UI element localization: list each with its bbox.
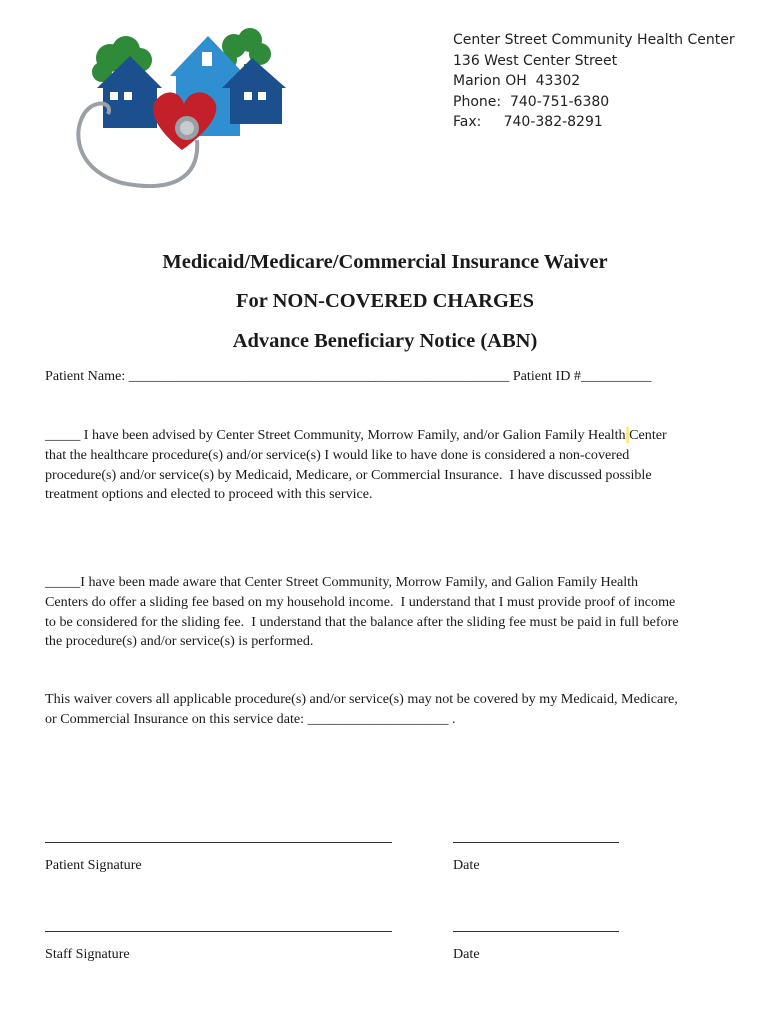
clinic-address-block xyxy=(453,30,735,133)
sliding-fee-line: the procedure(s) and/or service(s) is performed. xyxy=(45,633,314,650)
clinic-street: 136 West Center Street xyxy=(453,52,618,69)
center-street-community-health-center-logo xyxy=(62,28,302,193)
sliding-fee-line: to be considered for the sliding fee. I understand that the balance after the sliding fee must be paid in full before xyxy=(45,613,679,630)
clinic-fax: Fax: 740-382-8291 xyxy=(453,114,603,131)
advised-statement-line: procedure(s) and/or service(s) by Medicaid, Medicare, or Commercial Insurance. I have discussed possible xyxy=(45,466,652,483)
waiver-coverage-line: or Commercial Insurance on this service date: ____________________ . xyxy=(45,710,456,727)
advised-statement xyxy=(45,426,735,505)
waiver-coverage-statement xyxy=(45,690,735,730)
patient-id-field[interactable]: __________ xyxy=(580,368,652,384)
patient-signature-line[interactable] xyxy=(45,842,392,843)
sliding-fee-line: Centers do offer a sliding fee based on my household income. I understand that I must provide proof of income xyxy=(45,593,676,610)
patient-name-label: Patient Name: xyxy=(45,368,126,384)
patient-name-field[interactable]: ______________________________________________________ xyxy=(128,368,510,384)
staff-signature-line[interactable] xyxy=(45,931,392,932)
clinic-phone: Phone: 740-751-6380 xyxy=(453,93,610,110)
waiver-coverage-line: This waiver covers all applicable procedure(s) and/or service(s) may not be covered by my Medicaid, Medicare, xyxy=(45,691,678,707)
patient-date-label: Date xyxy=(453,857,480,873)
patient-id-label: Patient ID # xyxy=(512,368,581,384)
staff-date-label: Date xyxy=(453,946,480,962)
advised-statement-line: that the healthcare procedure(s) and/or service(s) I would like to have done is considered a non-covered xyxy=(45,446,630,463)
patient-signature-label: Patient Signature xyxy=(45,857,142,873)
clinic-city: Marion OH 43302 xyxy=(453,73,581,90)
clinic-name: Center Street Community Health Center xyxy=(453,32,735,48)
advised-statement-line: _____ I have been advised by Center Street Community, Morrow Family, and/or Galion Family Health Center xyxy=(45,427,667,443)
sliding-fee-line: _____I have been made aware that Center Street Community, Morrow Family, and Galion Family Health xyxy=(45,574,639,590)
staff-signature-label: Staff Signature xyxy=(45,946,130,962)
sliding-fee-statement xyxy=(45,573,735,652)
advised-statement-line: treatment options and elected to proceed with this service. xyxy=(45,486,373,503)
document-title: Medicaid/Medicare/Commercial Insurance Waiver xyxy=(162,251,608,273)
patient-info-line xyxy=(45,367,735,387)
document-subtitle: For NON-COVERED CHARGES xyxy=(235,290,535,312)
staff-date-line[interactable] xyxy=(453,931,619,932)
patient-date-line[interactable] xyxy=(453,842,619,843)
document-subtitle-abn: Advance Beneficiary Notice (ABN) xyxy=(232,330,538,352)
